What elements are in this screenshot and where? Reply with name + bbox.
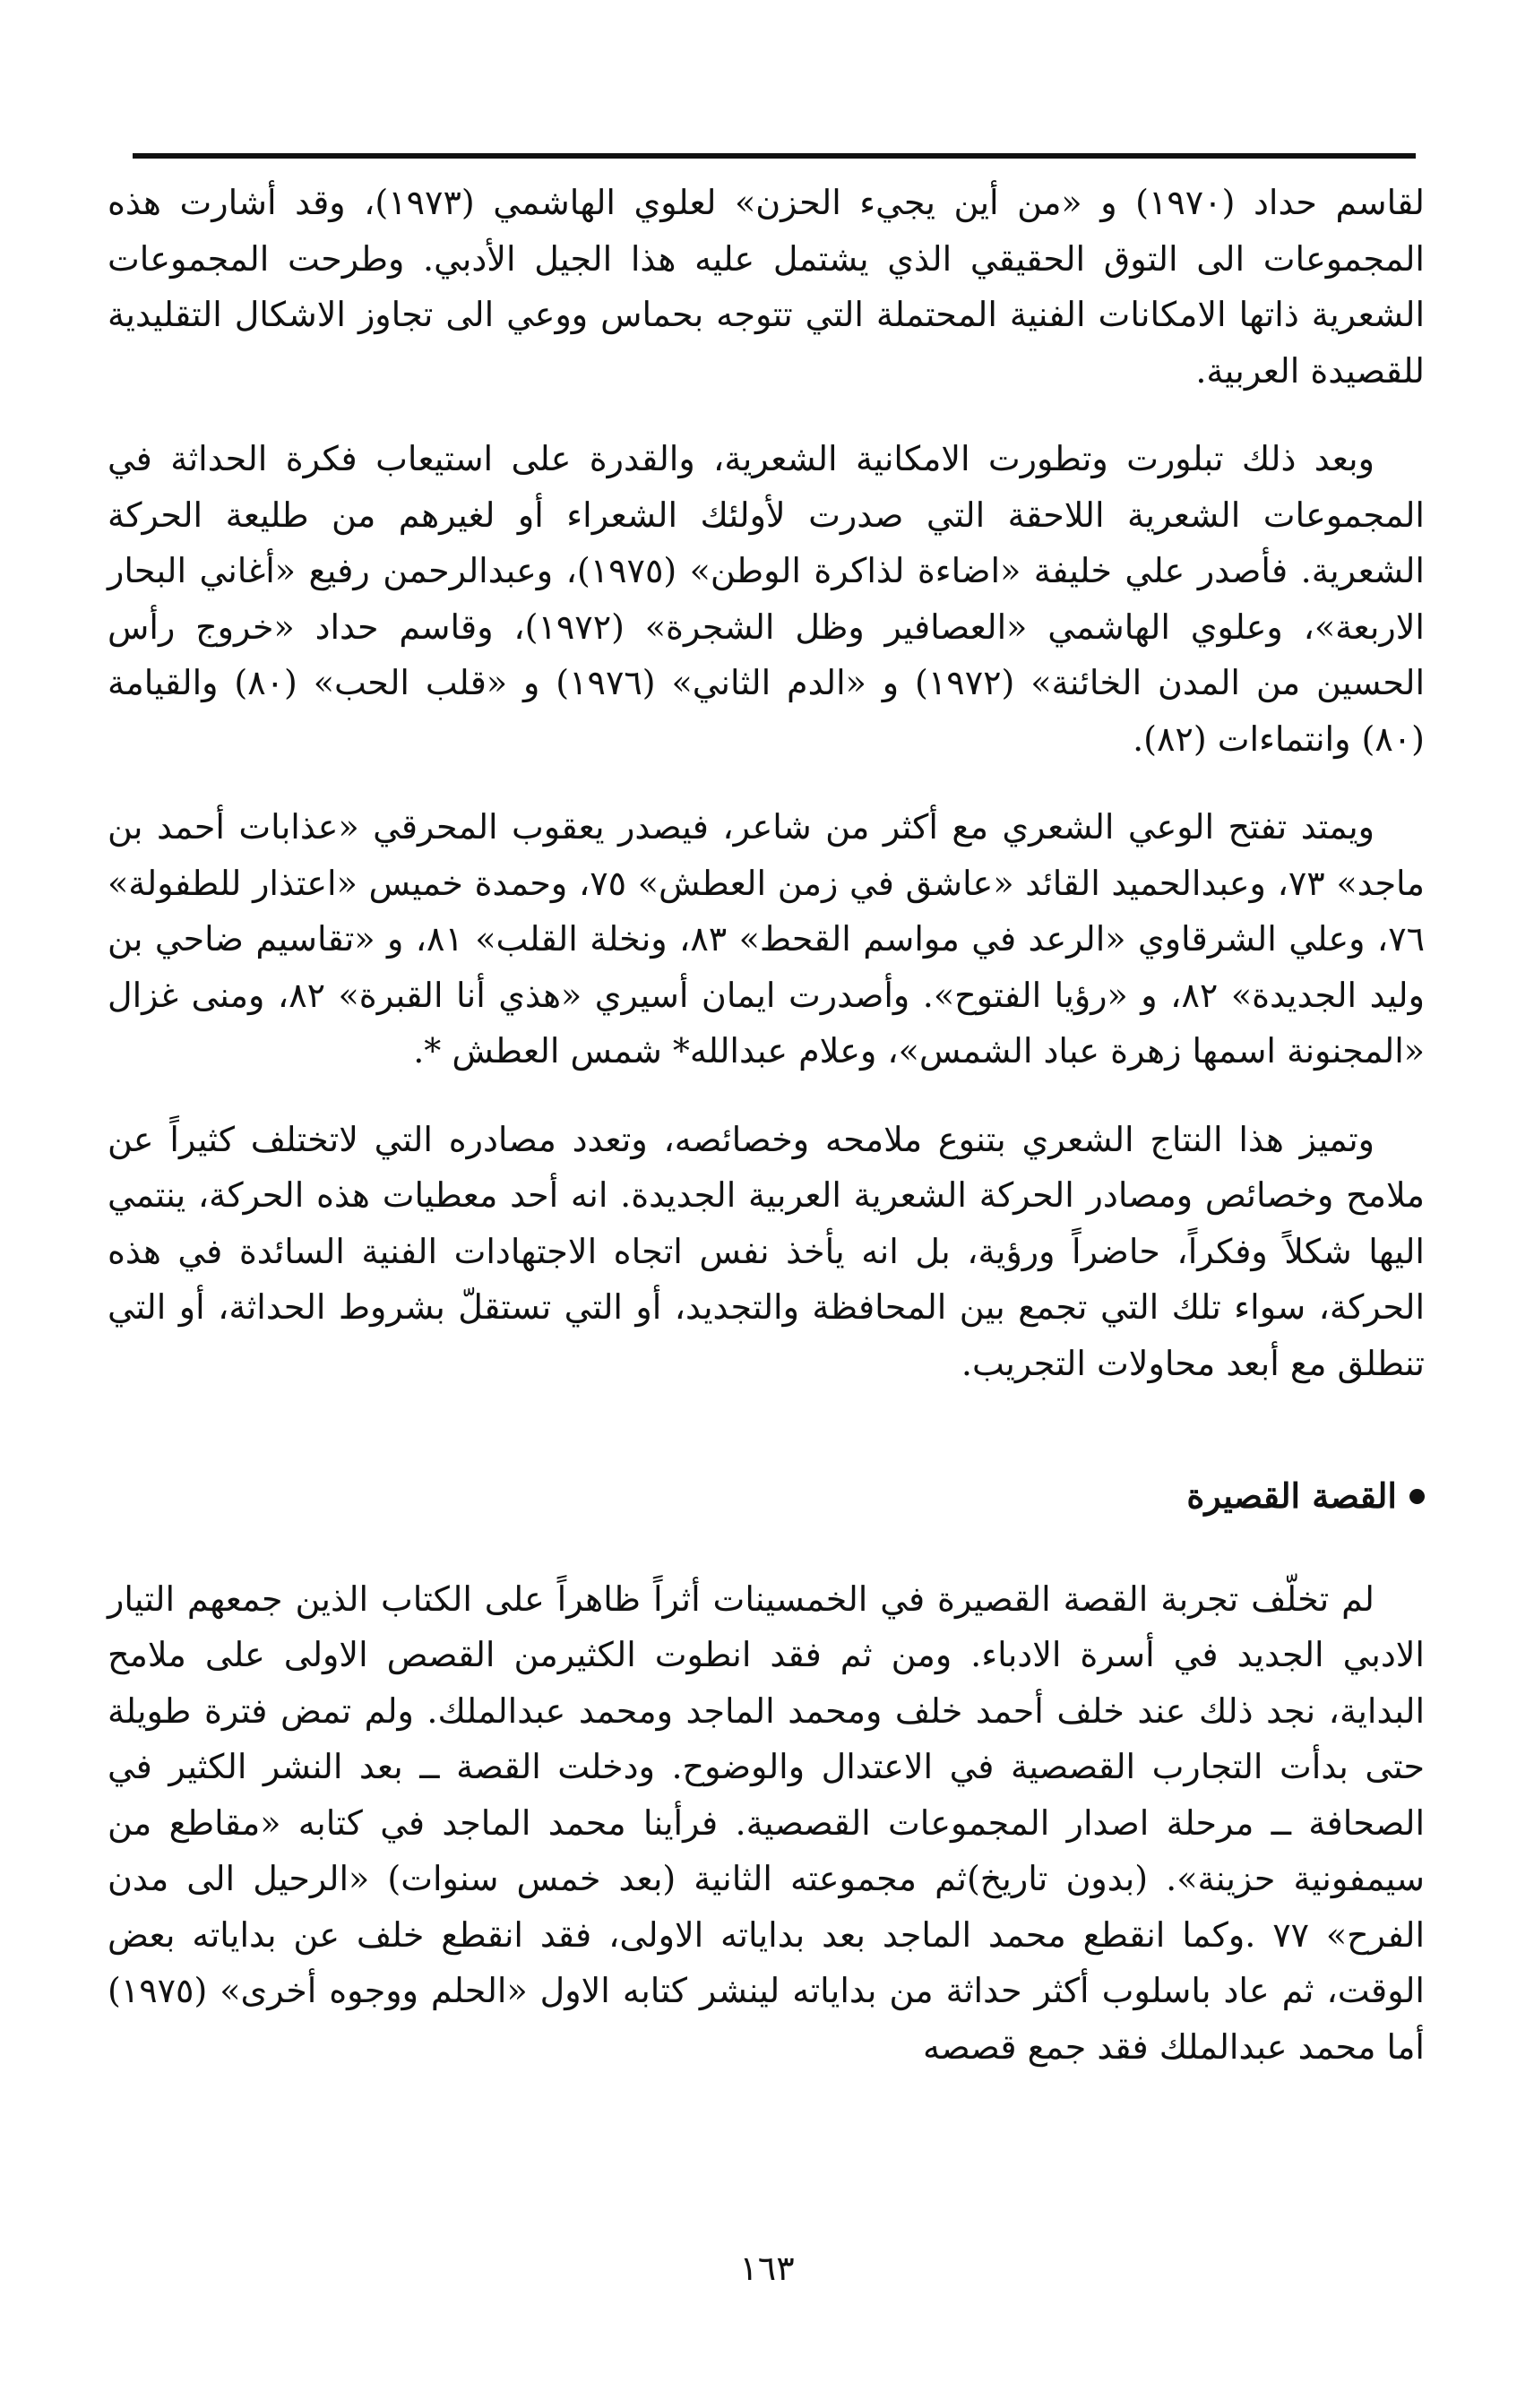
paragraph-2: وبعد ذلك تبلورت وتطورت الامكانية الشعرية، والقدرة على استيعاب فكرة الحداثة في المجموعات الشعرية اللاحقة التي صدرت لأولئك الشعراء أو لغيرهم من طليعة الحركة الشعرية. فأصدر علي خليفة «اضاءة لذاكرة الوطن» (١٩٧٥)، وعبدالرحمن رفيع «أغاني البحار الاربعة»، وعلوي الهاشمي «العصافير وظل الشجرة» (١٩٧٢)، وقاسم حداد «خروج رأس الحسين من المدن الخائنة» (١٩٧٢) و «الدم الثاني» (١٩٧٦) و «قلب الحب» (٨٠) والقيامة (٨٠) وانتماءات (٨٢). xyxy=(108,439,1426,759)
page-number: ١٦٣ xyxy=(739,2249,795,2288)
paragraph-1: لقاسم حداد (١٩٧٠) و «من أين يجيء الحزن» لعلوي الهاشمي (١٩٧٣)، وقد أشارت هذه المجموعات الى التوق الحقيقي الذي يشتمل عليه هذا الجيل الأدبي. وطرحت المجموعات الشعرية ذاتها الامكانات الفنية المحتملة التي تتوجه بحماس ووعي الى تجاوز الاشكال التقليدية للقصيدة العربية. xyxy=(108,183,1425,391)
bullet-icon xyxy=(1409,1489,1425,1504)
header-rule xyxy=(133,153,1416,159)
body-text xyxy=(108,175,1425,2075)
paragraph-5: لم تخلّف تجربة القصة القصيرة في الخمسينات أثراً ظاهراً على الكتاب الذين جمعهم التيار الادبي الجديد في أسرة الادباء. ومن ثم فقد انطوت الكثيرمن القصص الاولى على ملامح البداية، نجد ذلك عند خلف أحمد خلف ومحمد الماجد ومحمد عبدالملك. ولم تمض فترة طويلة حتى بدأت التجارب القصصية في الاعتدال والوضوح. ودخلت القصة ــ بعد النشر الكثير في الصحافة ــ مرحلة اصدار المجموعات القصصية. فرأينا محمد الماجد في كتابه «مقاطع من سيمفونية حزينة». (بدون تاريخ)ثم مجموعته الثانية (بعد خمس سنوات) «الرحيل الى مدن الفرح» ٧٧ .وكما انقطع محمد الماجد بعد بداياته الاولى، فقد انقطع خلف عن بداياته بعض الوقت، ثم عاد باسلوب أكثر حداثة من بداياته لينشر كتابه الاول «الحلم ووجوه أخرى» (١٩٧٥) أما محمد عبدالملك فقد جمع قصصه xyxy=(108,1578,1426,2067)
section-heading xyxy=(108,1468,1425,1525)
section-heading-text: القصة القصيرة xyxy=(1186,1475,1397,1516)
paragraph-3: ويمتد تفتح الوعي الشعري مع أكثر من شاعر، فيصدر يعقوب المحرقي «عذابات أحمد بن ماجد» ٧٣، وعبدالحميد القائد «عاشق في زمن العطش» ٧٥، وحمدة خميس «اعتذار للطفولة» ٧٦، وعلي الشرقاوي «الرعد في مواسم القحط» ٨٣، ونخلة القلب» ٨١، و «تقاسيم ضاحي بن وليد الجديدة» ٨٢، و «رؤيا الفتوح». وأصدرت ايمان أسيري «هذي أنا القبرة» ٨٢، ومنى غزال «المجنونة اسمها زهرة عباد الشمس»، وعلام عبدالله* شمس العطش *. xyxy=(108,807,1426,1071)
paragraph-4: وتميز هذا النتاج الشعري بتنوع ملامحه وخصائصه، وتعدد مصادره التي لاتختلف كثيراً عن ملامح وخصائص ومصادر الحركة الشعرية العربية الجديدة. انه أحد معطيات هذه الحركة، ينتمي اليها شكلاً وفكراً، حاضراً ورؤية، بل انه يأخذ نفس اتجاه الاجتهادات الفنية السائدة في هذه الحركة، سواء تلك التي تجمع بين المحافظة والتجديد، أو التي تستقلّ بشروط الحداثة، أو التي تنطلق مع أبعد محاولات التجريب. xyxy=(108,1119,1425,1383)
